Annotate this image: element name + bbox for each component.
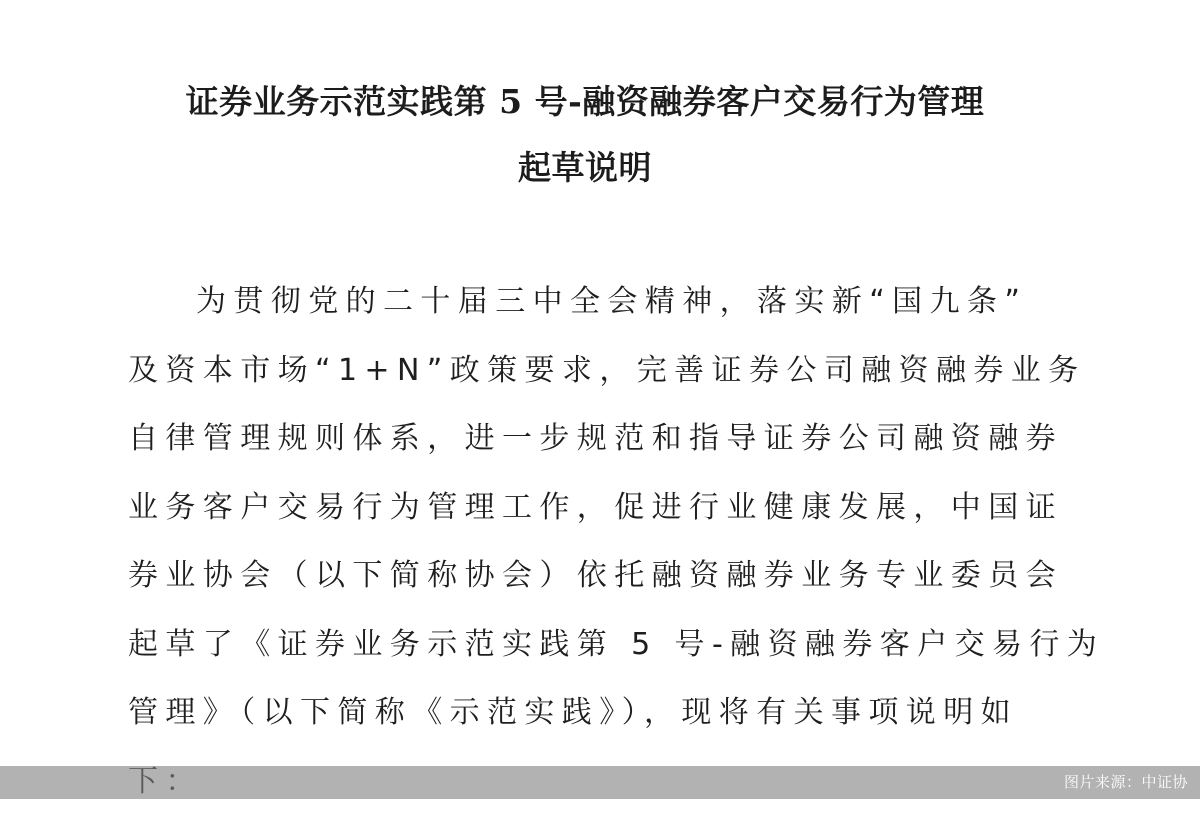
image-source-credit: 图片来源：中证协 (1064, 772, 1188, 792)
paragraph-line: 业务客户交易行为管理工作，促进行业健康发展，中国证 (128, 474, 1048, 543)
paragraph-line: 自律管理规则体系，进一步规范和指导证券公司融资融券 (128, 405, 1048, 474)
body-paragraph (128, 268, 1048, 816)
paragraph-line: 券业协会（以下简称协会）依托融资融券业务专业委员会 (128, 542, 1048, 611)
document-title: 证券业务示范实践第 5 号-融资融券客户交易行为管理 (0, 82, 1185, 122)
paragraph-line: 管理》（以下简称《示范实践》），现将有关事项说明如 (128, 679, 1048, 748)
image-caption-bar (0, 766, 1200, 799)
document-subtitle: 起草说明 (0, 148, 1185, 188)
paragraph-line: 及资本市场“1+N”政策要求，完善证券公司融资融券业务 (128, 337, 1048, 406)
paragraph-line: 起草了《证券业务示范实践第 5 号-融资融券客户交易行为 (128, 611, 1048, 680)
paragraph-line: 为贯彻党的二十届三中全会精神，落实新“国九条” (128, 268, 1048, 337)
